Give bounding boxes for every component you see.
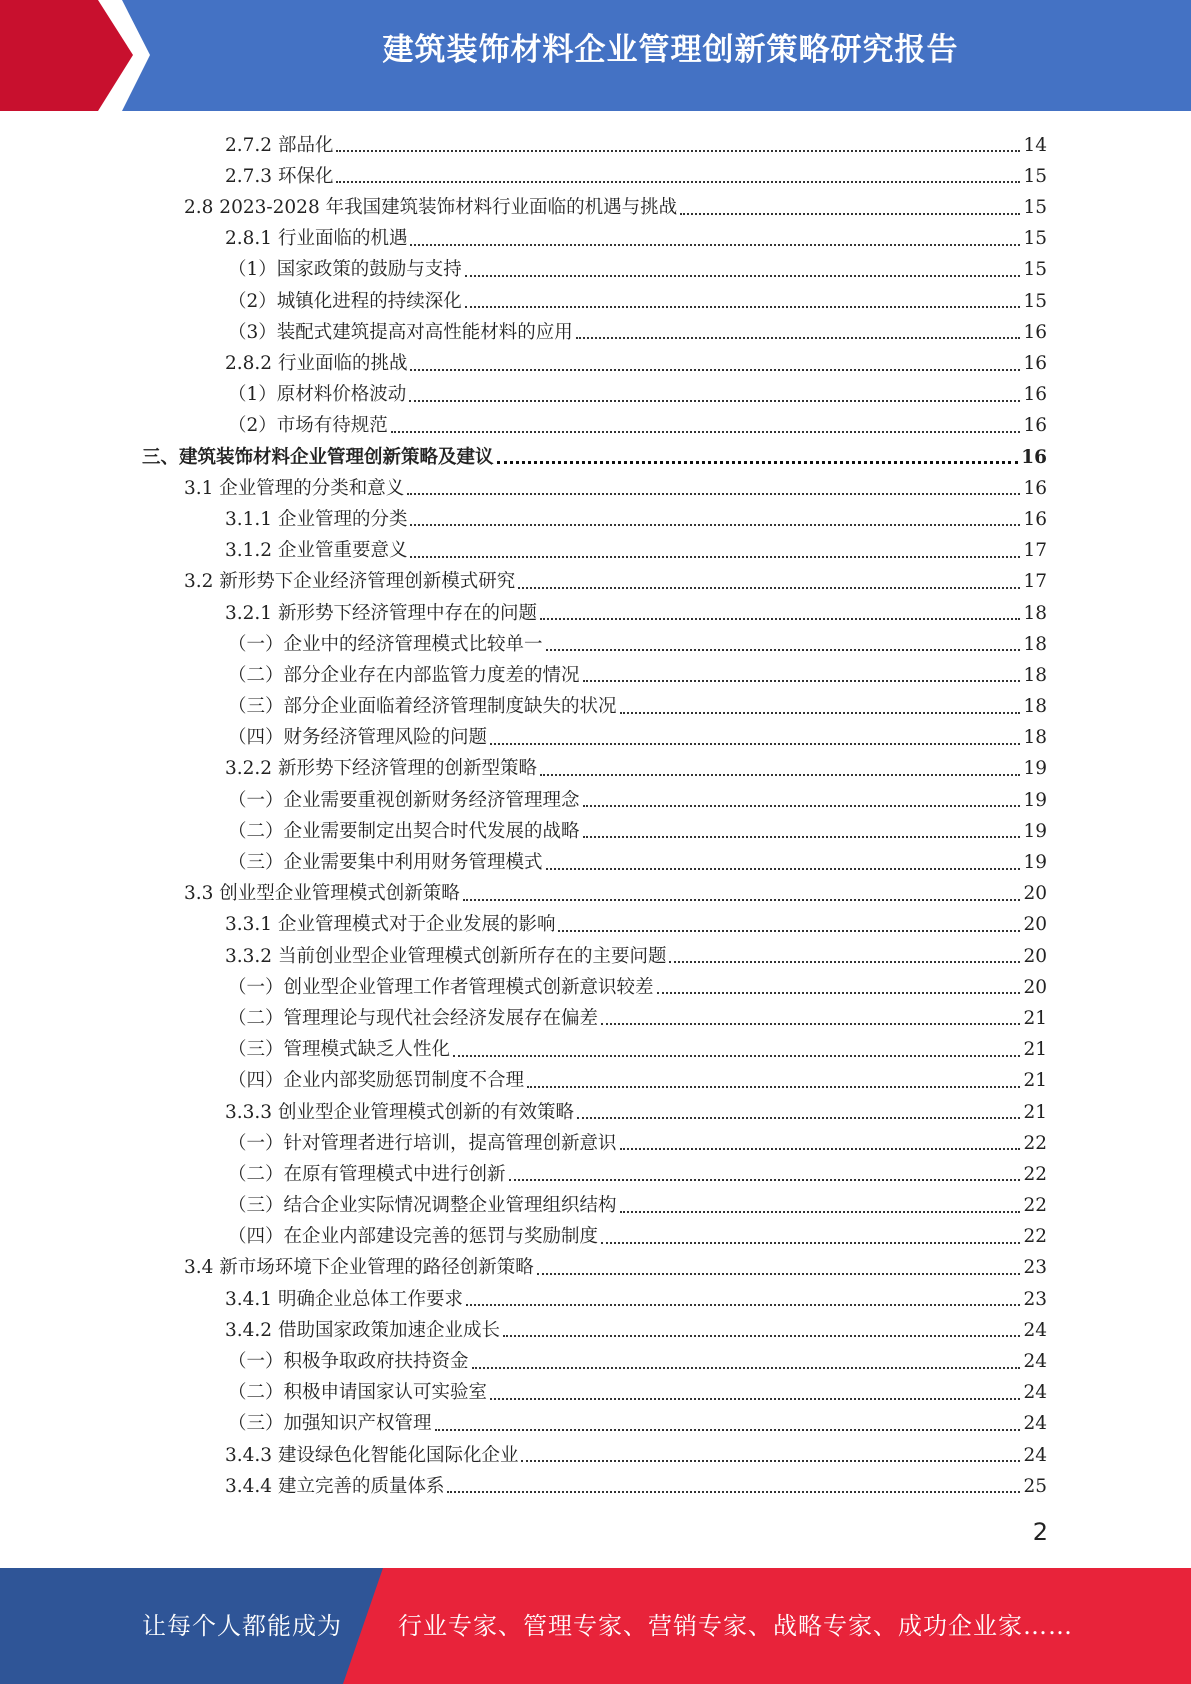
toc-dot-leader [558,930,1020,932]
toc-entry-title: 3.3.2 当前创业型企业管理模式创新所存在的主要问题 [225,945,667,967]
toc-entry-page: 16 [1023,353,1047,374]
toc-entry-title: 3.3 创业型企业管理模式创新策略 [184,883,460,905]
toc-entry-page: 16 [1023,415,1047,437]
toc-entry-title: 3.2 新形势下企业经济管理创新模式研究 [184,571,516,593]
toc-entry-title: （一）企业中的经济管理模式比较单一 [228,633,543,655]
toc-entry-page: 16 [1023,321,1047,343]
toc-entry[interactable] [0,533,1191,564]
toc-dot-leader [540,774,1020,776]
toc-entry-title: 3.3.3 创业型企业管理模式创新的有效策略 [225,1101,574,1123]
toc-entry[interactable] [0,315,1191,346]
toc-entry[interactable] [0,1438,1191,1469]
toc-entry-title: （二）企业需要制定出契合时代发展的战略 [228,820,580,842]
toc-entry[interactable] [0,1157,1191,1188]
toc-entry-page: 25 [1023,1475,1047,1497]
toc-entry[interactable] [0,190,1191,221]
toc-entry-page: 22 [1023,1195,1047,1217]
toc-entry[interactable] [0,970,1191,1001]
toc-entry[interactable] [0,1220,1191,1251]
toc-entry-page: 20 [1023,883,1047,905]
toc-entry[interactable] [0,1251,1191,1282]
toc-entry-page: 24 [1023,1351,1047,1372]
toc-entry-title: 3.3.1 企业管理模式对于企业发展的影响 [225,914,556,936]
toc-dot-leader [391,431,1021,433]
toc-entry[interactable] [0,1469,1191,1500]
toc-entry[interactable] [0,1344,1191,1375]
toc-dot-leader [669,961,1020,963]
toc-dot-leader [497,461,1019,464]
toc-dot-leader [466,1304,1020,1306]
toc-entry[interactable] [0,814,1191,845]
toc-entry[interactable] [0,627,1191,658]
toc-dot-leader [620,712,1021,714]
toc-dot-leader [410,244,1020,246]
toc-entry-title: 3.1.2 企业管重要意义 [225,540,408,562]
toc-entry-title: （三）加强知识产权管理 [228,1413,432,1435]
toc-entry[interactable] [0,1376,1191,1407]
toc-entry-page: 19 [1023,852,1047,873]
toc-entry-page: 19 [1023,758,1047,780]
toc-entry-page: 15 [1023,197,1047,219]
toc-dot-leader [601,1023,1020,1025]
toc-entry[interactable] [0,1095,1191,1126]
toc-entry-title: （一）针对管理者进行培训，提高管理创新意识 [228,1132,617,1154]
toc-dot-leader [490,743,1020,745]
toc-entry-page: 18 [1023,633,1047,655]
toc-dot-leader [409,400,1020,402]
toc-entry-page: 20 [1023,914,1047,936]
toc-dot-leader [577,1117,1020,1119]
toc-dot-leader [583,805,1021,807]
toc-dot-leader [518,587,1020,589]
toc-dot-leader [527,1086,1020,1088]
toc-entry-title: （一）积极争取政府扶持资金 [228,1351,469,1372]
toc-dot-leader [453,1055,1020,1057]
toc-entry-page: 24 [1023,1413,1047,1435]
toc-entry[interactable] [0,1282,1191,1313]
toc-entry-page: 24 [1023,1444,1047,1466]
toc-entry-page: 17 [1023,571,1047,593]
toc-entry[interactable] [0,1001,1191,1032]
toc-entry-page: 14 [1023,134,1047,156]
toc-entry-title: （2）市场有待规范 [228,415,388,437]
toc-entry-title: （四）企业内部奖励惩罚制度不合理 [228,1070,525,1092]
toc-entry-title: （三）部分企业面临着经济管理制度缺失的状况 [228,696,617,718]
toc-entry[interactable] [0,440,1191,471]
toc-entry-page: 22 [1023,1163,1047,1185]
toc-entry-title: 3.2.2 新形势下经济管理的创新型策略 [225,758,537,780]
toc-entry-title: 3.1.1 企业管理的分类 [225,508,408,530]
toc-entry[interactable] [0,1126,1191,1157]
toc-entry-page: 20 [1023,976,1047,998]
toc-entry[interactable] [0,409,1191,440]
toc-entry[interactable] [0,159,1191,190]
toc-entry-title: 3.4.3 建设绿色化智能化国际化企业 [225,1444,519,1466]
toc-entry[interactable] [0,877,1191,908]
toc-entry-page: 21 [1023,1070,1047,1092]
toc-entry[interactable] [0,1064,1191,1095]
toc-entry[interactable] [0,284,1191,315]
toc-entry-title: （三）管理模式缺乏人性化 [228,1039,451,1061]
toc-entry[interactable] [0,222,1191,253]
toc-dot-leader [410,556,1020,558]
toc-entry-title: 2.8 2023-2028 年我国建筑装饰材料行业面临的机遇与挑战 [184,197,678,219]
toc-entry-page: 15 [1023,290,1047,312]
toc-dot-leader [336,181,1020,183]
toc-entry-page: 17 [1023,540,1047,562]
toc-entry-title: 2.8.2 行业面临的挑战 [225,353,408,374]
toc-entry-title: （三）结合企业实际情况调整企业管理组织结构 [228,1195,617,1217]
toc-entry-title: （2）城镇化进程的持续深化 [228,290,462,312]
toc-entry[interactable] [0,658,1191,689]
page-number: 2 [1032,1518,1048,1546]
toc-dot-leader [620,1211,1021,1213]
toc-entry[interactable] [0,596,1191,627]
toc-entry-page: 20 [1023,945,1047,967]
toc-entry-page: 15 [1023,165,1047,187]
toc-entry-page: 22 [1023,1132,1047,1154]
toc-entry[interactable] [0,783,1191,814]
toc-entry-page: 16 [1021,446,1047,468]
toc-dot-leader [537,1273,1021,1275]
toc-entry[interactable] [0,689,1191,720]
toc-entry-page: 24 [1023,1382,1047,1404]
toc-dot-leader [407,493,1020,495]
toc-entry-page: 21 [1023,1101,1047,1123]
footer-slogan-right: 行业专家、管理专家、营销专家、战略专家、成功企业家…… [398,1612,1073,1640]
toc-entry[interactable] [0,1188,1191,1219]
toc-entry-title: （一）企业需要重视创新财务经济管理理念 [228,789,580,811]
toc-entry-title: 3.4.2 借助国家政策加速企业成长 [225,1319,500,1341]
toc-entry-page: 21 [1023,1039,1047,1061]
toc-entry-page: 15 [1023,259,1047,281]
toc-entry-page: 24 [1023,1319,1047,1341]
toc-entry-title: 3.4.1 明确企业总体工作要求 [225,1288,463,1310]
page-footer [0,1568,1191,1684]
toc-entry-page: 21 [1023,1007,1047,1029]
toc-entry[interactable] [0,1407,1191,1438]
toc-entry-page: 23 [1023,1257,1047,1279]
toc-entry-page: 18 [1023,696,1047,718]
toc-dot-leader [463,899,1021,901]
toc-dot-leader [521,1460,1020,1462]
toc-entry-title: （二）积极申请国家认可实验室 [228,1382,488,1404]
toc-dot-leader [465,306,1021,308]
toc-entry[interactable] [0,1032,1191,1063]
table-of-contents [0,128,1191,1500]
report-title: 建筑装饰材料企业管理创新策略研究报告 [382,32,959,68]
toc-dot-leader [465,275,1021,277]
toc-dot-leader [601,1242,1020,1244]
toc-entry-page: 22 [1023,1226,1047,1248]
toc-entry[interactable] [0,128,1191,159]
toc-entry-title: 2.7.3 环保化 [225,165,334,187]
toc-entry[interactable] [0,721,1191,752]
toc-entry-title: 3.2.1 新形势下经济管理中存在的问题 [225,602,537,624]
toc-entry-title: （四）财务经济管理风险的问题 [228,727,488,749]
toc-dot-leader [620,1148,1021,1150]
toc-entry-page: 18 [1023,727,1047,749]
toc-dot-leader [680,213,1020,215]
toc-entry[interactable] [0,346,1191,377]
toc-entry[interactable] [0,253,1191,284]
toc-entry-page: 16 [1023,384,1047,406]
toc-entry-title: （一）创业型企业管理工作者管理模式创新意识较差 [228,976,654,998]
toc-entry-title: （四）在企业内部建设完善的惩罚与奖励制度 [228,1226,599,1248]
toc-entry[interactable] [0,908,1191,939]
toc-entry[interactable] [0,845,1191,876]
toc-entry[interactable] [0,471,1191,502]
toc-dot-leader [583,680,1021,682]
toc-entry-page: 19 [1023,789,1047,811]
toc-entry[interactable] [0,1313,1191,1344]
toc-entry-page: 18 [1023,602,1047,624]
toc-dot-leader [546,868,1021,870]
toc-entry-page: 16 [1023,477,1047,499]
footer-slogan-left: 让每个人都能成为 [142,1612,342,1640]
toc-entry-page: 15 [1023,228,1047,250]
toc-entry-title: 3.1 企业管理的分类和意义 [184,477,405,499]
toc-dot-leader [472,1367,1021,1369]
toc-entry-title: （1）国家政策的鼓励与支持 [228,259,462,281]
toc-entry-title: 2.8.1 行业面临的机遇 [225,228,408,250]
toc-dot-leader [503,1335,1020,1337]
toc-entry-title: 3.4.4 建立完善的质量体系 [225,1475,445,1497]
toc-dot-leader [336,150,1020,152]
toc-entry[interactable] [0,752,1191,783]
toc-dot-leader [509,1179,1021,1181]
toc-dot-leader [447,1491,1020,1493]
toc-entry-page: 19 [1023,820,1047,842]
toc-entry-title: 3.4 新市场环境下企业管理的路径创新策略 [184,1257,534,1279]
toc-dot-leader [410,369,1020,371]
toc-entry-title: （三）企业需要集中利用财务管理模式 [228,852,543,873]
page-header [0,0,1191,111]
toc-entry-title: 2.7.2 部品化 [225,134,334,156]
toc-entry-title: 三、建筑装饰材料企业管理创新策略及建议 [142,446,494,468]
toc-entry[interactable] [0,378,1191,409]
toc-entry[interactable] [0,565,1191,596]
toc-entry-title: （3）装配式建筑提高对高性能材料的应用 [228,321,573,343]
toc-dot-leader [583,836,1021,838]
toc-dot-leader [540,618,1020,620]
toc-dot-leader [546,649,1021,651]
toc-dot-leader [435,1429,1021,1431]
toc-entry-title: （二）管理理论与现代社会经济发展存在偏差 [228,1007,599,1029]
toc-entry-page: 16 [1023,508,1047,530]
toc-entry-title: （二）在原有管理模式中进行创新 [228,1163,506,1185]
toc-entry-title: （1）原材料价格波动 [228,384,407,406]
toc-entry[interactable] [0,502,1191,533]
toc-entry-page: 18 [1023,664,1047,686]
toc-dot-leader [490,1398,1020,1400]
toc-dot-leader [410,524,1020,526]
toc-dot-leader [657,992,1021,994]
toc-entry[interactable] [0,939,1191,970]
toc-entry-title: （二）部分企业存在内部监管力度差的情况 [228,664,580,686]
toc-dot-leader [576,337,1021,339]
toc-entry-page: 23 [1023,1288,1047,1310]
